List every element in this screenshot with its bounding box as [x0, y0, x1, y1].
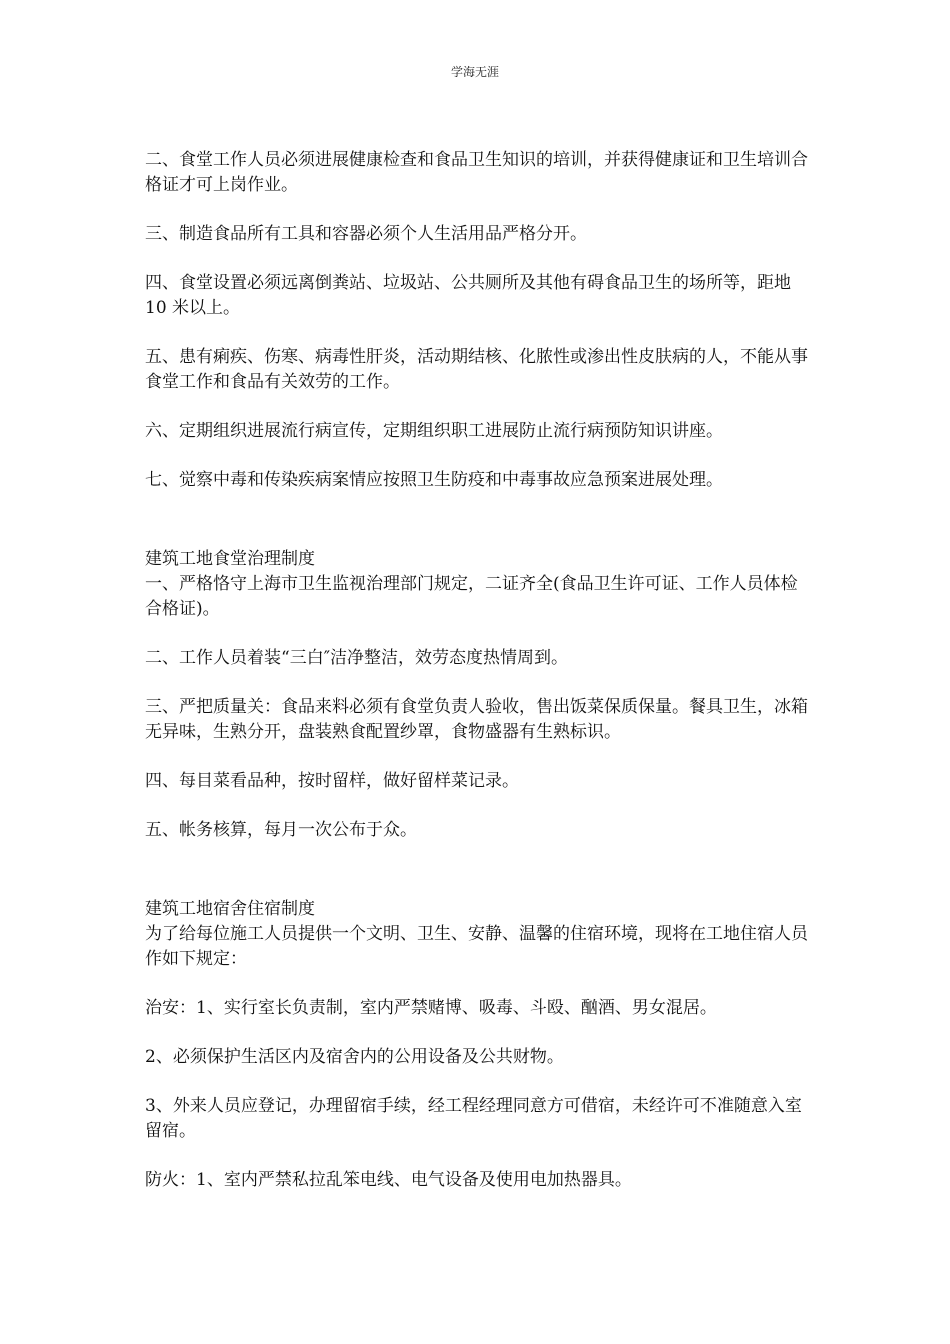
- paragraph: 七、觉察中毒和传染疾病案情应按照卫生防疫和中毒事故应急预案进展处理。: [145, 470, 723, 490]
- section-dormitory-rules: [145, 897, 810, 1193]
- paragraph: 治安：1、实行室长负责制，室内严禁赌博、吸毒、斗殴、酗酒、男女混居。: [145, 998, 717, 1018]
- paragraph: 一、严格恪守上海市卫生监视治理部门规定，二证齐全(食品卫生许可证、工作人员体检合格证)。: [145, 574, 798, 619]
- paragraph: 五、患有痢疾、伤寒、病毒性肝炎，活动期结核、化脓性或渗出性皮肤病的人，不能从事食堂工作和食品有关效劳的工作。: [145, 347, 808, 392]
- paragraph: 四、食堂设置必须远离倒粪站、垃圾站、公共厕所及其他有碍食品卫生的场所等，距地 10 米以上。: [145, 273, 791, 318]
- paragraph: 二、食堂工作人员必须进展健康检查和食品卫生知识的培训，并获得健康证和卫生培训合格证才可上岗作业。: [145, 150, 808, 195]
- paragraph: 3、外来人员应登记，办理留宿手续，经工程经理同意方可借宿，未经许可不准随意入室留宿。: [145, 1096, 802, 1141]
- paragraph: 三、严把质量关：食品来料必须有食堂负责人验收，售出饭菜保质保量。餐具卫生，冰箱无异味，生熟分开，盘装熟食配置纱罩，食物盛器有生熟标识。: [145, 697, 808, 742]
- paragraph: 四、每目菜看品种，按时留样，做好留样菜记录。: [145, 771, 519, 791]
- page-header: 学海无涯: [450, 65, 499, 79]
- paragraph: 三、制造食品所有工具和容器必须个人生活用品严格分开。: [145, 224, 587, 244]
- section-title: 建筑工地食堂治理制度: [145, 549, 315, 569]
- paragraph: 2、必须保护生活区内及宿舍内的公用设备及公共财物。: [145, 1047, 564, 1067]
- section-intro: 为了给每位施工人员提供一个文明、卫生、安静、温馨的住宿环境，现将在工地住宿人员作如下规定：: [145, 924, 808, 969]
- paragraph: 五、帐务核算，每月一次公布于众。: [145, 820, 417, 840]
- section-canteen-management: [145, 547, 810, 843]
- paragraph: 二、工作人员着装“三白″洁净整洁，效劳态度热情周到。: [145, 648, 569, 668]
- section-canteen-hygiene: [145, 148, 810, 493]
- paragraph: 六、定期组织进展流行病宣传，定期组织职工进展防止流行病预防知识讲座。: [145, 421, 723, 441]
- document-body: [145, 148, 810, 1217]
- paragraph: 防火：1、室内严禁私拉乱笨电线、电气设备及使用电加热器具。: [145, 1170, 632, 1190]
- section-title: 建筑工地宿舍住宿制度: [145, 899, 315, 919]
